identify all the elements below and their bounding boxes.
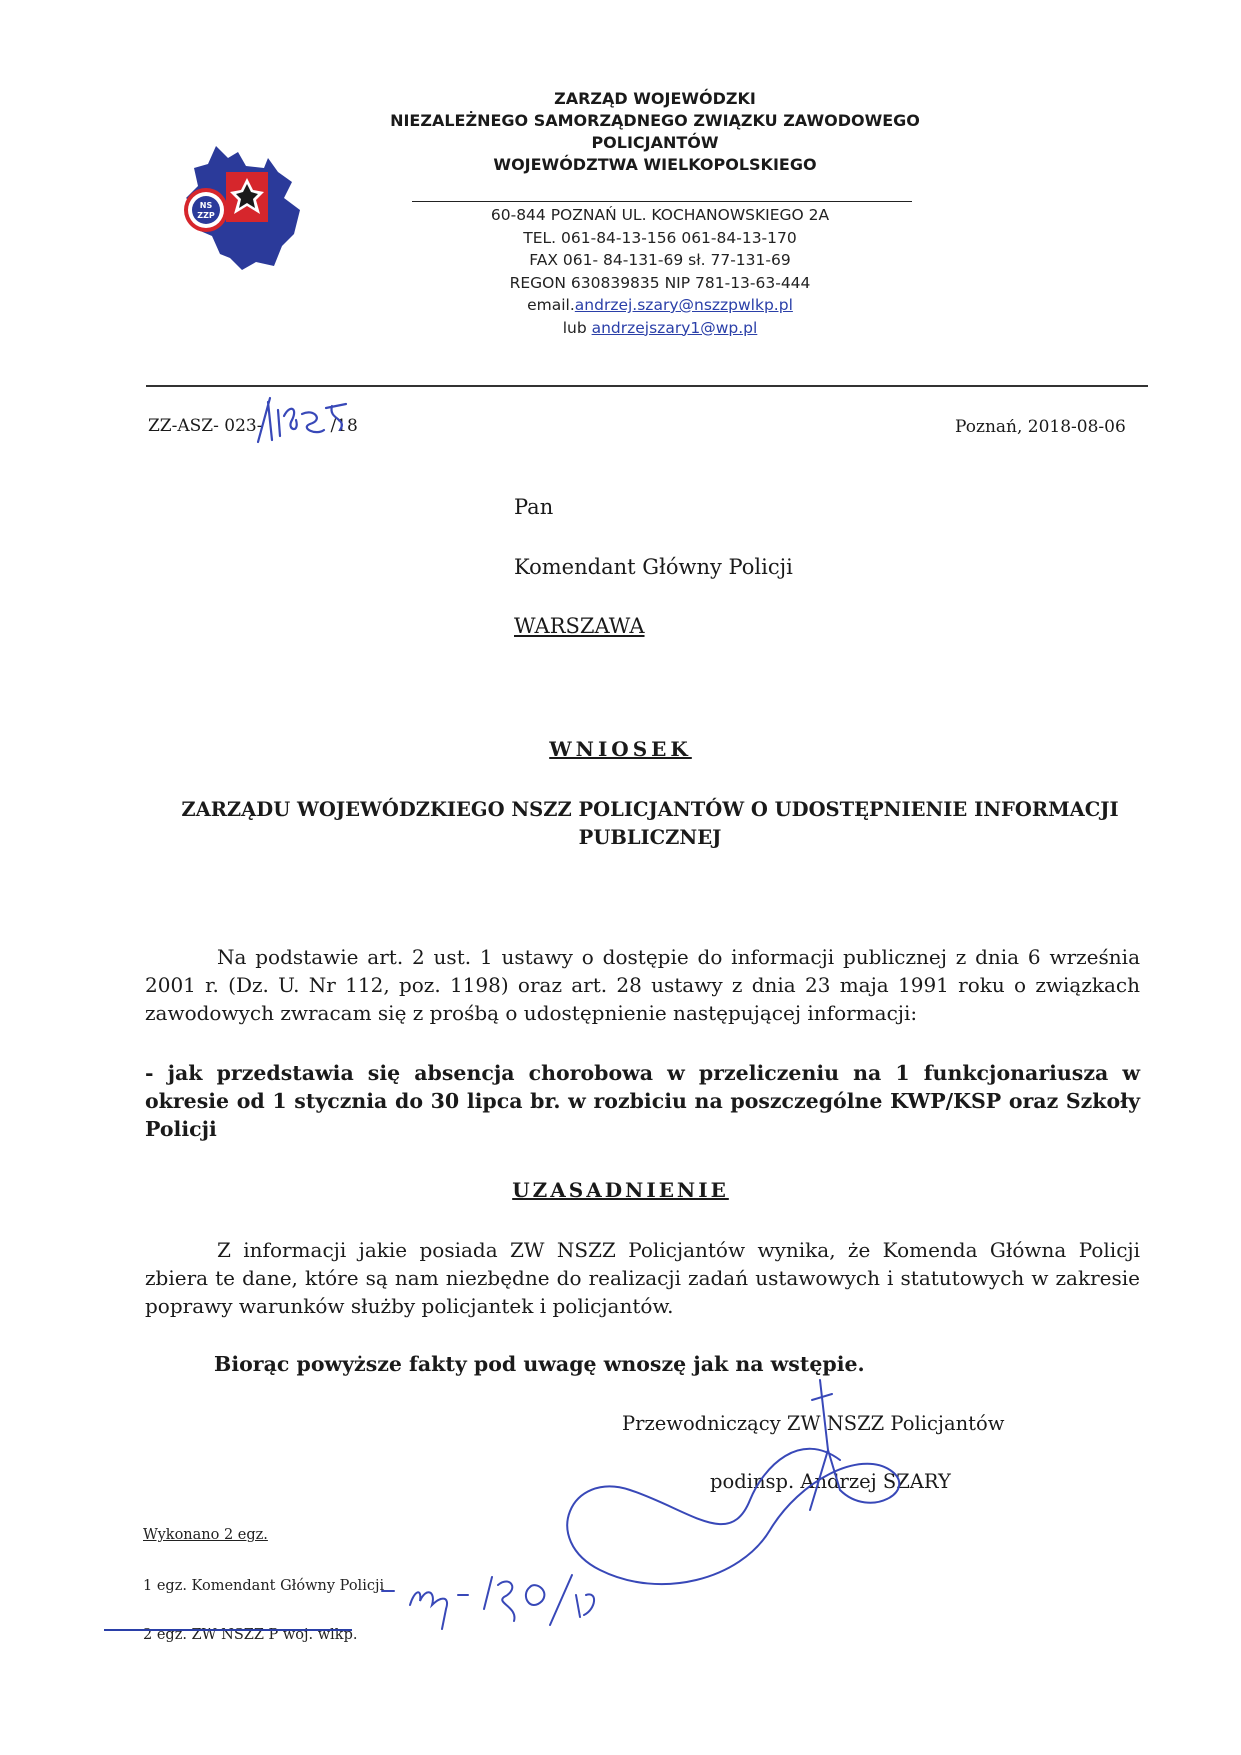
phone-numbers: TEL. 061-84-13-156 061-84-13-170 (523, 228, 797, 247)
addressee-salutation: Pan (514, 495, 554, 519)
copies-heading: Wykonano 2 egz. (143, 1527, 268, 1543)
organization-header (360, 88, 950, 176)
email-line (430, 294, 890, 317)
ref-suffix: /18 (330, 416, 358, 436)
copy-line-2: 2 egz. ZW NSZZ P woj. wlkp. (143, 1627, 358, 1643)
signatory-title: Przewodniczący ZW NSZZ Policjantów (622, 1412, 1005, 1435)
letterhead-divider (146, 385, 1148, 387)
addressee-city: WARSZAWA (514, 614, 645, 638)
street-address: 60-844 POZNAŃ UL. KOCHANOWSKIEGO 2A (490, 206, 830, 224)
email-link[interactable]: andrzej.szary@nszzpwlkp.pl (574, 296, 793, 314)
document-title: WNIOSEK (549, 737, 692, 761)
copy-line-1: 1 egz. Komendant Główny Policji (143, 1578, 385, 1594)
union-logo (176, 138, 312, 274)
contact-block (430, 204, 890, 339)
org-line: ZARZĄD WOJEWÓDZKI (554, 89, 756, 108)
email2-line (430, 317, 890, 340)
intro-text: Na podstawie art. 2 ust. 1 ustawy o dostępie do informacji publicznej z dnia 6 września 2001 r. (Dz. U. Nr 112, poz. 1198) oraz art. 28 ustawy z dnia 23 maja 1991 roku o związkach zawodowych zwracam się z prośbą o udostępnienie następującej informacji: (145, 945, 1140, 1025)
document-date: Poznań, 2018-08-06 (955, 417, 1126, 437)
org-line: NIEZALEŻNEGO SAMORZĄDNEGO ZWIĄZKU ZAWODOWEGO (390, 111, 920, 130)
justification-text: Z informacji jakie posiada ZW NSZZ Policjantów wynika, że Komenda Główna Policji zbiera te dane, które są nam niezbędne do realizacji zadań ustawowych i statutowych w zakresie poprawy warunków służby policjantek i policjantów. (145, 1238, 1140, 1318)
org-line: POLICJANTÓW (591, 133, 719, 152)
email2-link[interactable]: andrzejszary1@wp.pl (591, 318, 758, 337)
intro-paragraph (145, 943, 1140, 1027)
fax-numbers: FAX 061- 84-131-69 sł. 77-131-69 (529, 251, 791, 269)
org-line: WOJEWÓDZTWA WIELKOPOLSKIEGO (493, 155, 817, 174)
handwritten-underline (104, 1629, 352, 1631)
logo-text-zzp: ZZP (197, 211, 215, 220)
justification-heading: UZASADNIENIE (512, 1178, 729, 1202)
closing-sentence: Biorąc powyższe fakty pod uwagę wnoszę jak na wstępie. (214, 1352, 865, 1376)
request-item: - jak przedstawia się absencja chorobowa w przeliczeniu na 1 funkcjonariusza w okresie od 1 stycznia do 30 lipca br. w rozbiciu na poszczególne KWP/KSP oraz Szkoły Policji (145, 1061, 1140, 1141)
handwritten-ref-number (254, 390, 354, 450)
handwritten-copy-note (380, 1565, 630, 1635)
email-prefix: email. (527, 296, 575, 314)
header-divider (412, 201, 912, 202)
document-subtitle (160, 796, 1140, 852)
subtitle-line: ZARZĄDU WOJEWÓDZKIEGO NSZZ POLICJANTÓW O UDOSTĘPNIENIE INFORMACJI (181, 798, 1119, 821)
justification-paragraph (145, 1236, 1140, 1320)
subtitle-line: PUBLICZNEJ (578, 826, 722, 849)
addressee-name: Komendant Główny Policji (514, 555, 793, 579)
lub-prefix: lub (562, 318, 592, 337)
ref-prefix: ZZ-ASZ- 023- (148, 416, 263, 436)
signatory-name: podinsp. Andrzej SZARY (710, 1470, 951, 1493)
regon-nip: REGON 630839835 NIP 781-13-63-444 (509, 273, 811, 292)
logo-text-ns: NS (199, 201, 213, 210)
